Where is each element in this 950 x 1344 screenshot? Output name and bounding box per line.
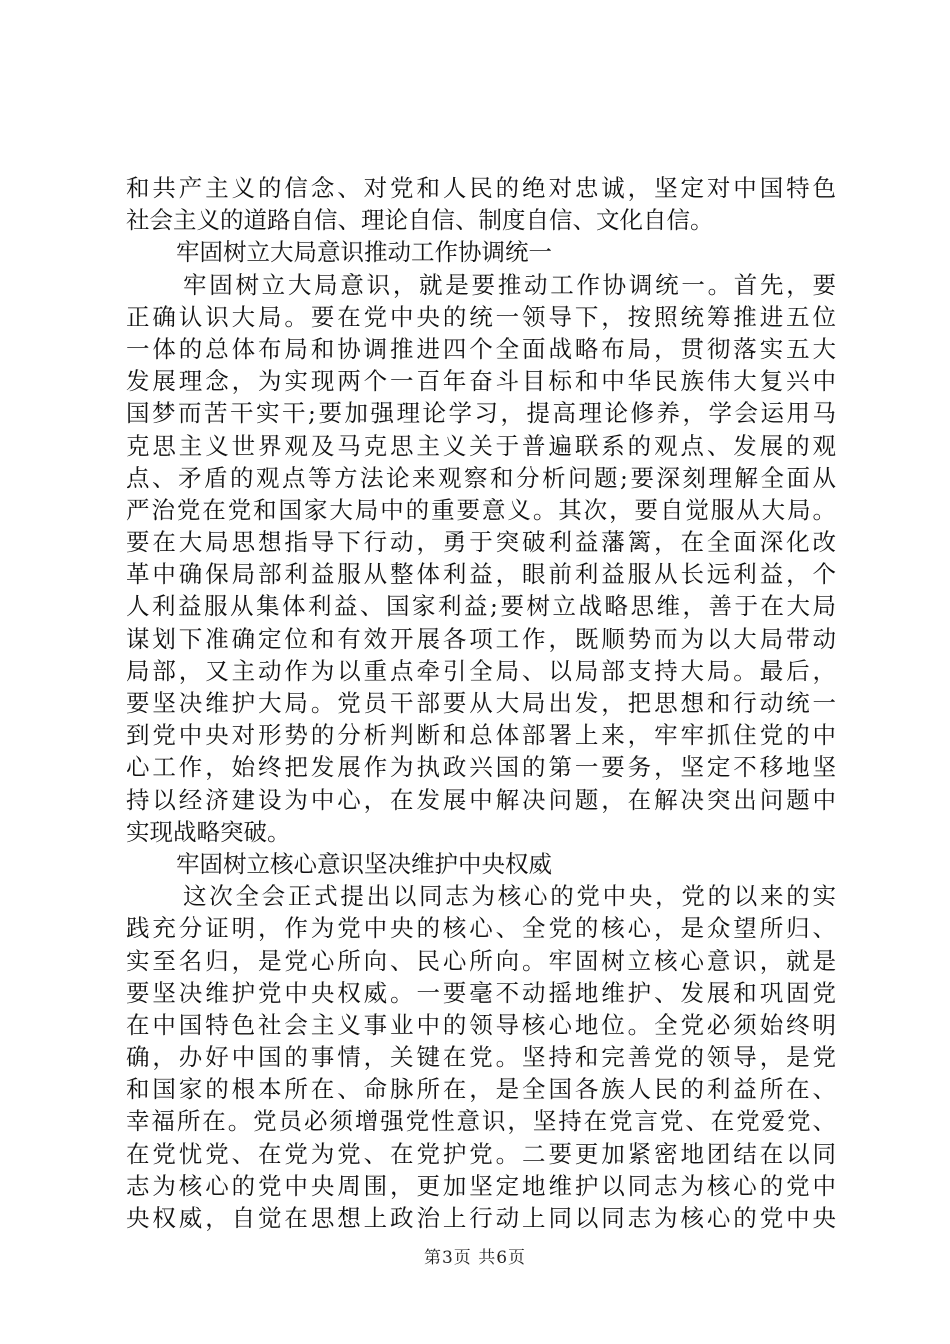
text-line: 央权威，自觉在思想上政治上行动上同以同志为核心的党中央	[126, 1204, 836, 1232]
text-line: 要在大局思想指导下行动，勇于突破利益藩篱，在全面深化改	[126, 528, 836, 557]
text-line: 牢固树立大局意识，就是要推动工作协调统一。首先，要	[183, 270, 836, 299]
text-line: 确，办好中国的事情，关键在党。坚持和完善党的领导，是党	[126, 1043, 836, 1072]
text-line: 践充分证明，作为党中央的核心、全党的核心，是众望所归、	[126, 914, 836, 943]
text-line: 国梦而苦干实干;要加强理论学习，提高理论修养，学会运用马	[126, 399, 836, 428]
text-line: 这次全会正式提出以同志为核心的党中央，党的以来的实	[183, 882, 836, 911]
text-line: 到党中央对形势的分析判断和总体部署上来，牢牢抓住党的中	[126, 721, 836, 750]
text-line: 和国家的根本所在、命脉所在，是全国各族人民的利益所在、	[126, 1075, 836, 1104]
section-heading: 牢固树立核心意识坚决维护中央权威	[176, 849, 552, 878]
section-heading: 牢固树立大局意识推动工作协调统一	[176, 238, 552, 267]
text-line: 和共产主义的信念、对党和人民的绝对忠诚，坚定对中国特色	[126, 174, 836, 202]
text-line: 实现战略突破。	[126, 817, 291, 846]
text-line: 革中确保局部利益服从整体利益，眼前利益服从长远利益，个	[126, 560, 836, 589]
page-footer: 第3页 共6页	[423, 1248, 527, 1268]
text-line: 严治党在党和国家大局中的重要意义。其次，要自觉服从大局。	[126, 495, 836, 524]
text-line: 实至名归，是党心所向、民心所向。牢固树立核心意识，就是	[126, 946, 836, 975]
text-line: 持以经济建设为中心，在发展中解决问题，在解决突出问题中	[126, 785, 836, 814]
text-line: 在中国特色社会主义事业中的领导核心地位。全党必须始终明	[126, 1010, 836, 1039]
text-line: 幸福所在。党员必须增强党性意识，坚持在党言党、在党爱党、	[126, 1107, 836, 1136]
text-line: 点、矛盾的观点等方法论来观察和分析问题;要深刻理解全面从	[126, 463, 836, 492]
text-line: 正确认识大局。要在党中央的统一领导下，按照统筹推进五位	[126, 302, 836, 331]
text-line: 一体的总体布局和协调推进四个全面战略布局，贯彻落实五大	[126, 334, 836, 363]
text-line: 在党忧党、在党为党、在党护党。二要更加紧密地团结在以同	[126, 1139, 836, 1168]
text-line: 要坚决维护党中央权威。一要毫不动摇地维护、发展和巩固党	[126, 978, 836, 1007]
text-line: 克思主义世界观及马克思主义关于普遍联系的观点、发展的观	[126, 431, 836, 460]
text-line: 志为核心的党中央周围，更加坚定地维护以同志为核心的党中	[126, 1171, 836, 1200]
text-line: 社会主义的道路自信、理论自信、制度自信、文化自信。	[126, 206, 714, 235]
text-line: 人利益服从集体利益、国家利益;要树立战略思维，善于在大局	[126, 592, 836, 621]
text-line: 局部，又主动作为以重点牵引全局、以局部支持大局。最后，	[126, 656, 836, 685]
text-line: 谋划下准确定位和有效开展各项工作，既顺势而为以大局带动	[126, 624, 836, 653]
document-body	[126, 172, 836, 1234]
text-line: 心工作，始终把发展作为执政兴国的第一要务，坚定不移地坚	[126, 753, 836, 782]
text-line: 发展理念，为实现两个一百年奋斗目标和中华民族伟大复兴中	[126, 367, 836, 396]
text-line: 要坚决维护大局。党员干部要从大局出发，把思想和行动统一	[126, 689, 836, 717]
